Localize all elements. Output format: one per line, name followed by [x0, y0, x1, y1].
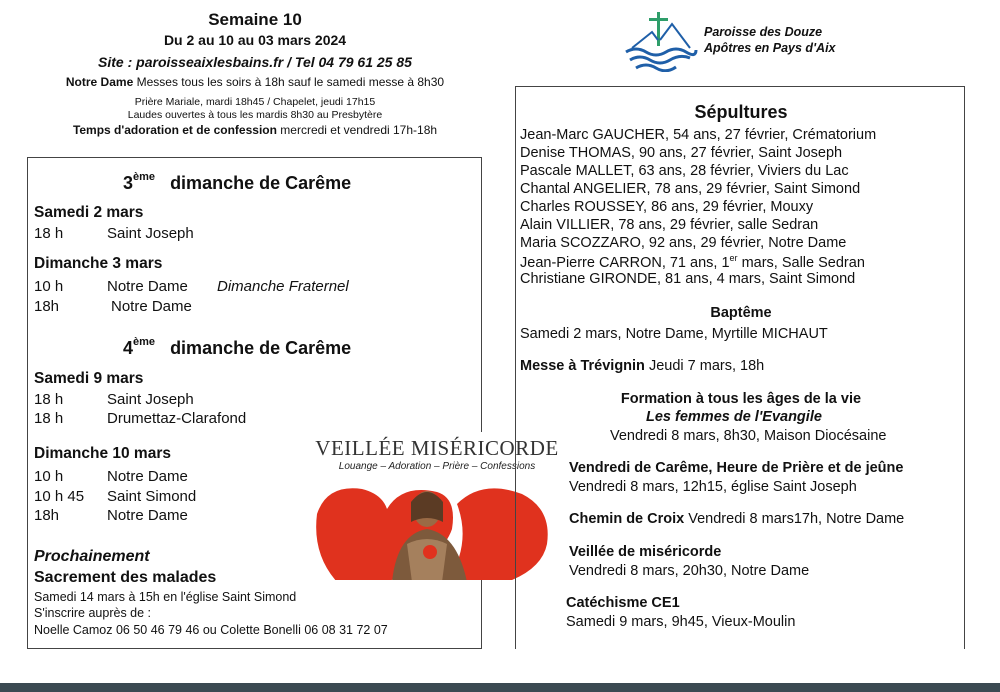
adoration-label: Temps d'adoration et de confession	[72, 123, 277, 137]
schedule-row	[34, 391, 194, 408]
row-place: Saint Joseph	[107, 391, 194, 408]
day-sat-2: Samedi 2 mars	[34, 204, 144, 221]
notre-dame-line	[40, 74, 470, 90]
sepulture-item: Alain VILLIER, 78 ans, 29 février, salle Sedran	[520, 217, 819, 233]
careme-title: Vendredi de Carême, Heure de Prière et de jeûne	[569, 460, 904, 476]
sunday-3-num: 3	[123, 173, 134, 193]
row-place: Notre Dame	[107, 468, 188, 485]
formation-title: Formation à tous les âges de la vie	[620, 391, 862, 407]
laudes-line: Laudes ouvertes à tous les mardis 8h30 au Presbytère	[127, 109, 383, 121]
parish-logo	[622, 10, 882, 75]
day-sun-3: Dimanche 3 mars	[34, 255, 163, 272]
trevignin-line	[520, 358, 764, 374]
poster-subtitle: Louange – Adoration – Prière – Confessions	[338, 461, 536, 472]
catechisme-text: Samedi 9 mars, 9h45, Vieux-Moulin	[566, 614, 796, 630]
sacrement-heading: Sacrement des malades	[34, 569, 217, 586]
schedule-row	[34, 225, 194, 242]
carron-text: Jean-Pierre CARRON, 71 ans, 1	[520, 254, 730, 271]
week-dates: Du 2 au 10 au 03 mars 2024	[163, 32, 347, 48]
formation-text: Vendredi 8 mars, 8h30, Maison Diocésaine	[610, 428, 887, 444]
notre-dame-label: Notre Dame	[65, 75, 134, 89]
sunday-4-label: dimanche de Carême	[170, 338, 352, 358]
site-line: Site : paroisseaixlesbains.fr / Tel 04 79 61 25 85	[98, 54, 412, 70]
row-time: 18 h	[34, 225, 64, 242]
catechisme-title: Catéchisme CE1	[566, 595, 680, 611]
sepulture-item: Christiane GIRONDE, 81 ans, 4 mars, Saint Simond	[520, 271, 856, 287]
day-sat-9: Samedi 9 mars	[34, 370, 144, 387]
schedule-row	[34, 410, 246, 427]
row-place: Notre Dame	[111, 298, 192, 315]
trevignin-text: Jeudi 7 mars, 18h	[644, 358, 765, 374]
sepulture-item: Charles ROUSSEY, 86 ans, 29 février, Mouxy	[520, 199, 814, 215]
veillee-text: Vendredi 8 mars, 20h30, Notre Dame	[569, 563, 810, 579]
careme-text: Vendredi 8 mars, 12h15, église Saint Joseph	[569, 479, 857, 495]
row-place: Saint Joseph	[107, 225, 194, 242]
sacrement-line-2: S'inscrire auprès de :	[34, 606, 152, 620]
row-place: Saint Simond	[107, 488, 197, 505]
notre-dame-text: Messes tous les soirs à 18h sauf le samedi messe à 8h30	[136, 75, 445, 89]
schedule-row	[34, 278, 349, 295]
row-time: 18 h	[34, 391, 64, 408]
row-time: 10 h	[34, 278, 64, 295]
sepulture-item: Pascale MALLET, 63 ans, 28 février, Viviers du Lac	[520, 163, 849, 179]
logo-line-2: Apôtres en Pays d'Aix	[704, 41, 836, 55]
row-place: Notre Dame	[107, 507, 188, 524]
prochainement-heading: Prochainement	[34, 548, 150, 565]
schedule-row	[34, 298, 192, 315]
veillee-title: Veillée de miséricorde	[569, 544, 722, 560]
logo-text	[704, 24, 836, 56]
row-time: 10 h	[34, 468, 64, 485]
row-place: Notre Dame	[107, 278, 188, 295]
croix-line	[569, 511, 904, 527]
sunday-3-sup: ème	[133, 171, 156, 183]
formation-subtitle: Les femmes de l'Evangile	[646, 409, 822, 425]
logo-line-1: Paroisse des Douze	[704, 25, 823, 39]
croix-label: Chemin de Croix	[569, 511, 685, 527]
sacrement-line-1: Samedi 14 mars à 15h en l'église Saint Simond	[34, 590, 297, 604]
bapteme-title: Baptême	[710, 305, 772, 321]
carron-sup: er	[729, 253, 738, 263]
announcements-box	[515, 86, 965, 649]
schedule-row	[34, 488, 196, 505]
day-sun-10: Dimanche 10 mars	[34, 445, 171, 462]
sunday-4-num: 4	[123, 338, 134, 358]
row-time: 18h	[34, 507, 60, 524]
priere-line: Prière Mariale, mardi 18h45 / Chapelet, jeudi 17h15	[134, 96, 376, 108]
sepulture-item: Denise THOMAS, 90 ans, 27 février, Saint Joseph	[520, 145, 843, 161]
week-title: Semaine 10	[208, 10, 302, 29]
row-time: 18 h	[34, 410, 64, 427]
bapteme-text: Samedi 2 mars, Notre Dame, Myrtille MICHAUT	[520, 326, 828, 342]
schedule-row	[34, 468, 188, 485]
row-time: 18h	[34, 298, 60, 315]
poster-title: VEILLÉE MISÉRICORDE	[315, 436, 559, 460]
row-time: 10 h 45	[34, 488, 85, 505]
sepultures-title: Sépultures	[694, 102, 788, 122]
sunday-3-label: dimanche de Carême	[170, 173, 352, 193]
bulletin-header	[40, 10, 470, 139]
bottom-divider	[0, 683, 1000, 692]
sepulture-item: Jean-Marc GAUCHER, 54 ans, 27 février, Crématorium	[520, 127, 877, 143]
sepulture-item: Chantal ANGELIER, 78 ans, 29 février, Saint Simond	[520, 181, 861, 197]
sacrement-line-3: Noelle Camoz 06 50 46 79 46 ou Colette Bonelli 06 08 31 72 07	[34, 623, 388, 637]
carron-text-end: mars, Salle Sedran	[737, 254, 865, 271]
sunday-3-heading	[123, 173, 351, 194]
adoration-text: mercredi et vendredi 17h-18h	[280, 123, 438, 137]
row-place: Drumettaz-Clarafond	[107, 410, 247, 427]
adoration-line	[40, 122, 470, 139]
row-note: Dimanche Fraternel	[217, 278, 349, 295]
croix-text: Vendredi 8 mars17h, Notre Dame	[684, 511, 905, 527]
sunday-4-heading	[123, 338, 351, 359]
trevignin-label: Messe à Trévignin	[520, 358, 645, 374]
sunday-4-sup: ème	[133, 336, 156, 348]
sepulture-item: Maria SCOZZARO, 92 ans, 29 février, Notre Dame	[520, 235, 847, 251]
cross-waves-icon	[622, 10, 700, 72]
sepulture-item-carron	[520, 253, 865, 271]
schedule-row	[34, 507, 188, 524]
